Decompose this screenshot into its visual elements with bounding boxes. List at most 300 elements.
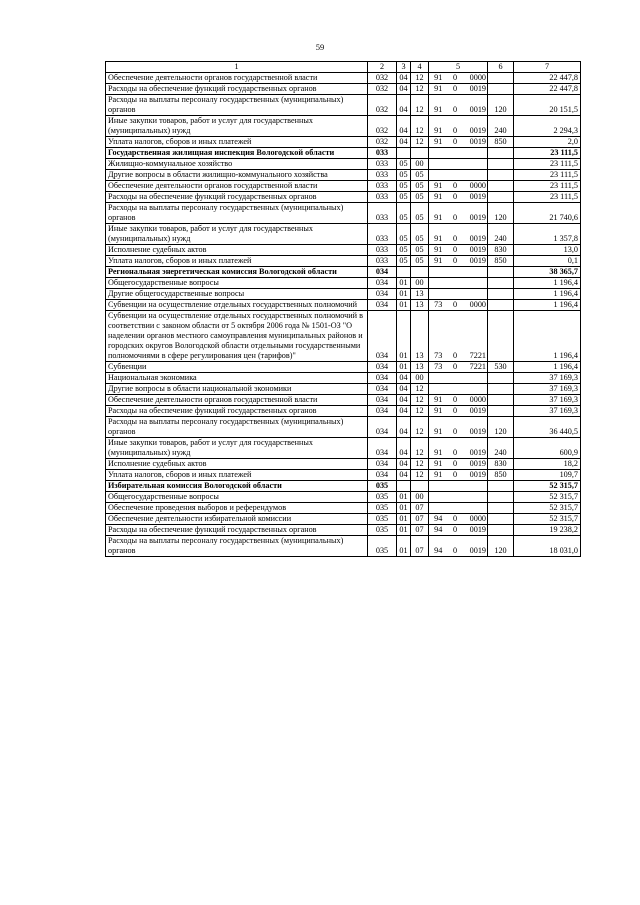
row-program: 94: [429, 514, 448, 525]
row-section: [397, 148, 411, 159]
row-section: 01: [397, 525, 411, 536]
row-subsection: 12: [411, 137, 429, 148]
row-amount: 13,0: [514, 245, 581, 256]
row-direction: [463, 159, 488, 170]
row-amount: 0,1: [514, 256, 581, 267]
row-name: Обеспечение деятельности органов государственной власти: [106, 181, 368, 192]
row-program: 94: [429, 536, 448, 557]
row-direction: [463, 267, 488, 278]
row-amount: 52 315,7: [514, 503, 581, 514]
row-subsection: 07: [411, 503, 429, 514]
row-section: 05: [397, 192, 411, 203]
row-subsection: 00: [411, 159, 429, 170]
row-chapter: 032: [368, 73, 397, 84]
row-program: [429, 159, 448, 170]
row-expense-type: [488, 278, 514, 289]
row-program: [429, 170, 448, 181]
row-program: [429, 148, 448, 159]
row-section: 04: [397, 438, 411, 459]
row-name: Национальная экономика: [106, 373, 368, 384]
row-chapter: 034: [368, 300, 397, 311]
row-chapter: 035: [368, 525, 397, 536]
table-row: [106, 311, 581, 362]
header-col-5: 5: [429, 62, 488, 73]
row-amount: 52 315,7: [514, 492, 581, 503]
row-subsection: 13: [411, 311, 429, 362]
row-program: 91: [429, 95, 448, 116]
row-amount: 23 111,5: [514, 148, 581, 159]
row-subsection: 05: [411, 224, 429, 245]
row-amount: 1 196,4: [514, 300, 581, 311]
header-col-1: 1: [106, 62, 368, 73]
row-chapter: 034: [368, 267, 397, 278]
row-subprogram: 0: [448, 362, 463, 373]
row-chapter: 033: [368, 159, 397, 170]
row-subprogram: [448, 267, 463, 278]
row-subprogram: 0: [448, 192, 463, 203]
row-name: Другие общегосударственные вопросы: [106, 289, 368, 300]
row-subsection: 05: [411, 192, 429, 203]
row-name: Уплата налогов, сборов и иных платежей: [106, 256, 368, 267]
row-name: Региональная энергетическая комиссия Вологодской области: [106, 267, 368, 278]
row-section: 05: [397, 181, 411, 192]
row-amount: 19 238,2: [514, 525, 581, 536]
row-amount: 1 357,8: [514, 224, 581, 245]
header-row: [106, 62, 581, 73]
row-subprogram: 0: [448, 95, 463, 116]
row-section: 05: [397, 245, 411, 256]
table-row: [106, 224, 581, 245]
row-section: 04: [397, 470, 411, 481]
row-program: [429, 278, 448, 289]
row-name: Расходы на выплаты персоналу государственных (муниципальных) органов: [106, 203, 368, 224]
row-chapter: 034: [368, 470, 397, 481]
row-program: 91: [429, 116, 448, 137]
row-name: Избирательная комиссия Вологодской области: [106, 481, 368, 492]
row-expense-type: 120: [488, 417, 514, 438]
row-direction: 0000: [463, 300, 488, 311]
row-name: Расходы на выплаты персоналу государственных (муниципальных) органов: [106, 536, 368, 557]
row-expense-type: [488, 181, 514, 192]
row-subsection: [411, 148, 429, 159]
row-direction: [463, 278, 488, 289]
row-subsection: 00: [411, 373, 429, 384]
row-chapter: 033: [368, 245, 397, 256]
row-subprogram: 0: [448, 525, 463, 536]
row-subprogram: [448, 503, 463, 514]
row-section: [397, 267, 411, 278]
row-section: 04: [397, 137, 411, 148]
row-direction: 0000: [463, 181, 488, 192]
row-direction: 0019: [463, 438, 488, 459]
row-section: 04: [397, 116, 411, 137]
row-amount: 1 196,4: [514, 362, 581, 373]
row-name: Обеспечение деятельности органов государственной власти: [106, 73, 368, 84]
table-row: [106, 384, 581, 395]
table-row: [106, 192, 581, 203]
row-amount: 2,0: [514, 137, 581, 148]
row-subprogram: 0: [448, 300, 463, 311]
table-row: [106, 278, 581, 289]
row-direction: [463, 170, 488, 181]
table-row: [106, 256, 581, 267]
row-expense-type: [488, 514, 514, 525]
row-program: 73: [429, 362, 448, 373]
table-row: [106, 514, 581, 525]
row-expense-type: 120: [488, 95, 514, 116]
row-amount: 18,2: [514, 459, 581, 470]
row-section: 04: [397, 84, 411, 95]
row-direction: [463, 289, 488, 300]
row-expense-type: 120: [488, 203, 514, 224]
row-subprogram: [448, 289, 463, 300]
row-expense-type: [488, 373, 514, 384]
row-expense-type: [488, 148, 514, 159]
row-subprogram: [448, 481, 463, 492]
row-subsection: 12: [411, 84, 429, 95]
row-subsection: 05: [411, 181, 429, 192]
table-row: [106, 181, 581, 192]
row-name: Обеспечение деятельности органов государственной власти: [106, 395, 368, 406]
table-row: [106, 481, 581, 492]
row-subsection: 05: [411, 203, 429, 224]
header-col-4: 4: [411, 62, 429, 73]
row-amount: 22 447,8: [514, 84, 581, 95]
row-section: 01: [397, 536, 411, 557]
row-program: [429, 503, 448, 514]
row-subprogram: 0: [448, 536, 463, 557]
row-amount: 23 111,5: [514, 170, 581, 181]
row-subprogram: 0: [448, 311, 463, 362]
row-amount: 1 196,4: [514, 289, 581, 300]
table-row: [106, 84, 581, 95]
row-subprogram: 0: [448, 137, 463, 148]
row-subprogram: 0: [448, 417, 463, 438]
row-name: Исполнение судебных актов: [106, 459, 368, 470]
row-program: 91: [429, 224, 448, 245]
row-direction: 7221: [463, 311, 488, 362]
row-expense-type: [488, 84, 514, 95]
page-number: 59: [315, 42, 325, 52]
row-subsection: 13: [411, 300, 429, 311]
row-direction: 0019: [463, 192, 488, 203]
row-chapter: 032: [368, 84, 397, 95]
row-subprogram: 0: [448, 245, 463, 256]
table-row: [106, 170, 581, 181]
row-chapter: 034: [368, 406, 397, 417]
row-name: Уплата налогов, сборов и иных платежей: [106, 137, 368, 148]
row-name: Общегосударственные вопросы: [106, 278, 368, 289]
row-subsection: 05: [411, 256, 429, 267]
row-expense-type: 120: [488, 536, 514, 557]
row-section: 01: [397, 300, 411, 311]
row-amount: 21 740,6: [514, 203, 581, 224]
row-expense-type: [488, 311, 514, 362]
row-direction: 0019: [463, 137, 488, 148]
row-subsection: 12: [411, 459, 429, 470]
row-direction: 7221: [463, 362, 488, 373]
row-section: 01: [397, 492, 411, 503]
row-section: 01: [397, 289, 411, 300]
row-direction: [463, 384, 488, 395]
row-name: Обеспечение деятельности избирательной комиссии: [106, 514, 368, 525]
row-program: 91: [429, 245, 448, 256]
table-body: [106, 73, 581, 557]
row-direction: [463, 148, 488, 159]
table-row: [106, 245, 581, 256]
row-expense-type: [488, 289, 514, 300]
row-direction: 0000: [463, 395, 488, 406]
row-expense-type: [488, 395, 514, 406]
row-amount: 20 151,5: [514, 95, 581, 116]
table-row: [106, 470, 581, 481]
row-direction: 0019: [463, 470, 488, 481]
row-subprogram: 0: [448, 470, 463, 481]
row-subprogram: 0: [448, 256, 463, 267]
row-expense-type: [488, 384, 514, 395]
row-expense-type: [488, 492, 514, 503]
row-program: 94: [429, 525, 448, 536]
row-direction: 0019: [463, 536, 488, 557]
row-expense-type: [488, 267, 514, 278]
row-subsection: 07: [411, 514, 429, 525]
row-program: 91: [429, 406, 448, 417]
row-program: [429, 384, 448, 395]
row-direction: 0019: [463, 224, 488, 245]
row-chapter: 035: [368, 481, 397, 492]
row-expense-type: 240: [488, 438, 514, 459]
row-section: 05: [397, 256, 411, 267]
row-direction: 0019: [463, 84, 488, 95]
row-program: 91: [429, 459, 448, 470]
row-program: 91: [429, 256, 448, 267]
row-expense-type: [488, 481, 514, 492]
row-subsection: 13: [411, 289, 429, 300]
row-subprogram: 0: [448, 459, 463, 470]
table-row: [106, 73, 581, 84]
row-name: Жилищно-коммунальное хозяйство: [106, 159, 368, 170]
table-row: [106, 417, 581, 438]
row-subprogram: [448, 148, 463, 159]
row-subsection: 00: [411, 278, 429, 289]
table-row: [106, 525, 581, 536]
row-name: Другие вопросы в области национальной экономики: [106, 384, 368, 395]
row-direction: [463, 481, 488, 492]
row-expense-type: 530: [488, 362, 514, 373]
row-amount: 23 111,5: [514, 181, 581, 192]
table-row: [106, 289, 581, 300]
row-chapter: 033: [368, 181, 397, 192]
table-row: [106, 267, 581, 278]
row-chapter: 033: [368, 170, 397, 181]
row-program: 91: [429, 84, 448, 95]
header-col-2: 2: [368, 62, 397, 73]
row-program: [429, 289, 448, 300]
row-program: 91: [429, 192, 448, 203]
row-section: 05: [397, 224, 411, 245]
row-name: Государственная жилищная инспекция Вологодской области: [106, 148, 368, 159]
row-section: 04: [397, 459, 411, 470]
row-subsection: 12: [411, 73, 429, 84]
row-chapter: 033: [368, 256, 397, 267]
row-subprogram: 0: [448, 84, 463, 95]
row-amount: 18 031,0: [514, 536, 581, 557]
row-section: 05: [397, 159, 411, 170]
row-subprogram: 0: [448, 438, 463, 459]
row-direction: 0019: [463, 459, 488, 470]
table-row: [106, 536, 581, 557]
row-direction: 0019: [463, 116, 488, 137]
row-section: 01: [397, 311, 411, 362]
row-subprogram: [448, 384, 463, 395]
row-direction: [463, 503, 488, 514]
row-direction: 0019: [463, 245, 488, 256]
table-row: [106, 395, 581, 406]
row-program: [429, 267, 448, 278]
row-section: 04: [397, 373, 411, 384]
row-program: 91: [429, 181, 448, 192]
row-subprogram: [448, 373, 463, 384]
row-chapter: 035: [368, 503, 397, 514]
row-direction: [463, 373, 488, 384]
row-name: Расходы на обеспечение функций государственных органов: [106, 406, 368, 417]
row-name: Иные закупки товаров, работ и услуг для государственных (муниципальных) нужд: [106, 116, 368, 137]
row-subprogram: 0: [448, 181, 463, 192]
row-subsection: 13: [411, 362, 429, 373]
row-name: Расходы на обеспечение функций государственных органов: [106, 84, 368, 95]
row-program: 91: [429, 417, 448, 438]
row-amount: 52 315,7: [514, 481, 581, 492]
row-section: 01: [397, 503, 411, 514]
row-expense-type: [488, 159, 514, 170]
row-program: 91: [429, 395, 448, 406]
row-chapter: 034: [368, 395, 397, 406]
row-subsection: [411, 267, 429, 278]
row-direction: 0019: [463, 417, 488, 438]
table-row: [106, 116, 581, 137]
row-direction: [463, 492, 488, 503]
row-program: 91: [429, 137, 448, 148]
row-subprogram: 0: [448, 203, 463, 224]
row-amount: 52 315,7: [514, 514, 581, 525]
row-expense-type: 850: [488, 137, 514, 148]
row-section: 04: [397, 417, 411, 438]
row-amount: 1 196,4: [514, 311, 581, 362]
table-row: [106, 159, 581, 170]
row-amount: 109,7: [514, 470, 581, 481]
row-direction: 0019: [463, 525, 488, 536]
row-amount: 37 169,3: [514, 395, 581, 406]
header-col-6: 6: [488, 62, 514, 73]
header-col-7: 7: [514, 62, 581, 73]
row-amount: 23 111,5: [514, 159, 581, 170]
row-direction: 0019: [463, 256, 488, 267]
row-section: 04: [397, 73, 411, 84]
row-chapter: 032: [368, 137, 397, 148]
row-chapter: 033: [368, 192, 397, 203]
row-subprogram: 0: [448, 406, 463, 417]
row-section: 01: [397, 362, 411, 373]
row-chapter: 034: [368, 289, 397, 300]
row-expense-type: [488, 503, 514, 514]
row-program: 91: [429, 438, 448, 459]
row-subprogram: [448, 159, 463, 170]
row-name: Субвенции на осуществление отдельных государственных полномочий: [106, 300, 368, 311]
row-chapter: 035: [368, 536, 397, 557]
row-name: Расходы на обеспечение функций государственных органов: [106, 525, 368, 536]
row-name: Иные закупки товаров, работ и услуг для государственных (муниципальных) нужд: [106, 224, 368, 245]
row-expense-type: 850: [488, 256, 514, 267]
row-expense-type: 830: [488, 245, 514, 256]
row-section: 04: [397, 384, 411, 395]
row-expense-type: [488, 192, 514, 203]
row-section: [397, 481, 411, 492]
row-section: 04: [397, 95, 411, 116]
table-row: [106, 95, 581, 116]
row-subprogram: 0: [448, 224, 463, 245]
row-amount: 37 169,3: [514, 373, 581, 384]
row-name: Субвенции: [106, 362, 368, 373]
table-row: [106, 300, 581, 311]
row-name: Уплата налогов, сборов и иных платежей: [106, 470, 368, 481]
row-section: 04: [397, 406, 411, 417]
table-row: [106, 203, 581, 224]
row-subsection: 12: [411, 384, 429, 395]
row-subprogram: 0: [448, 116, 463, 137]
row-chapter: 035: [368, 492, 397, 503]
row-chapter: 034: [368, 384, 397, 395]
row-subprogram: [448, 278, 463, 289]
row-direction: 0000: [463, 73, 488, 84]
table-row: [106, 362, 581, 373]
row-expense-type: 850: [488, 470, 514, 481]
row-section: 05: [397, 170, 411, 181]
row-subsection: 12: [411, 417, 429, 438]
table-row: [106, 503, 581, 514]
row-subprogram: 0: [448, 73, 463, 84]
row-section: 05: [397, 203, 411, 224]
row-amount: 1 196,4: [514, 278, 581, 289]
row-subsection: 12: [411, 438, 429, 459]
row-chapter: 033: [368, 203, 397, 224]
table-row: [106, 373, 581, 384]
table-row: [106, 137, 581, 148]
row-chapter: 033: [368, 148, 397, 159]
row-amount: 2 294,3: [514, 116, 581, 137]
row-expense-type: [488, 170, 514, 181]
row-amount: 37 169,3: [514, 384, 581, 395]
row-program: 91: [429, 203, 448, 224]
row-amount: 36 440,5: [514, 417, 581, 438]
row-program: 91: [429, 470, 448, 481]
budget-table: [105, 61, 581, 557]
row-program: 91: [429, 73, 448, 84]
row-chapter: 034: [368, 459, 397, 470]
row-chapter: 034: [368, 311, 397, 362]
row-subsection: 00: [411, 492, 429, 503]
row-name: Иные закупки товаров, работ и услуг для государственных (муниципальных) нужд: [106, 438, 368, 459]
row-subsection: 05: [411, 245, 429, 256]
row-chapter: 034: [368, 417, 397, 438]
row-subsection: 12: [411, 470, 429, 481]
row-amount: 600,9: [514, 438, 581, 459]
row-program: [429, 492, 448, 503]
row-chapter: 034: [368, 373, 397, 384]
row-chapter: 034: [368, 278, 397, 289]
row-amount: 22 447,8: [514, 73, 581, 84]
row-chapter: 034: [368, 438, 397, 459]
row-direction: 0019: [463, 406, 488, 417]
